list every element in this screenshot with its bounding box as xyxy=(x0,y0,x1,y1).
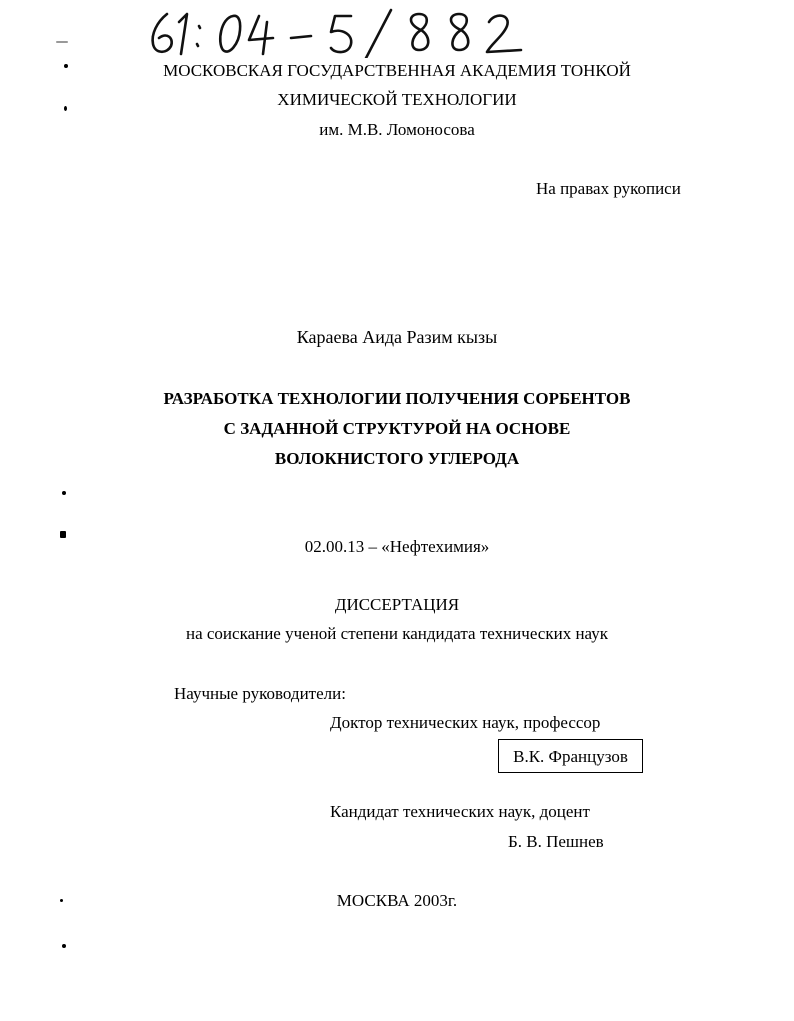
supervisor-2-title: Кандидат технических наук, доцент xyxy=(330,802,590,821)
institution-line-1: МОСКОВСКАЯ ГОСУДАРСТВЕННАЯ АКАДЕМИЯ ТОНКОЙ xyxy=(163,61,631,80)
city-year: МОСКВА 2003г. xyxy=(336,891,458,910)
supervisor-1-name-box xyxy=(498,739,643,773)
handwritten-archive-number xyxy=(145,8,535,58)
supervisor-1-name: В.К. Французов xyxy=(513,747,628,766)
institution-line-2: ХИМИЧЕСКОЙ ТЕХНОЛОГИИ xyxy=(277,90,517,109)
degree-line: на соискание ученой степени кандидата технических наук xyxy=(185,624,608,643)
supervisors-label: Научные руководители: xyxy=(174,684,346,703)
institution-named-after: им. М.В. Ломоносова xyxy=(319,120,475,139)
supervisor-2-name: Б. В. Пешнев xyxy=(508,832,604,851)
author-name: Караева Аида Разим кызы xyxy=(296,327,498,347)
scan-speck xyxy=(62,944,66,948)
specialty-code: 02.00.13 – «Нефтехимия» xyxy=(304,537,490,556)
title-line-1: РАЗРАБОТКА ТЕХНОЛОГИИ ПОЛУЧЕНИЯ СОРБЕНТОВ xyxy=(163,389,631,408)
scan-speck xyxy=(56,41,68,43)
document-type: ДИССЕРТАЦИЯ xyxy=(334,595,460,614)
supervisor-1-title: Доктор технических наук, профессор xyxy=(330,713,601,732)
rights-note: На правах рукописи xyxy=(536,179,681,198)
title-line-3: ВОЛОКНИСТОГО УГЛЕРОДА xyxy=(274,449,520,468)
title-line-2: С ЗАДАННОЙ СТРУКТУРОЙ НА ОСНОВЕ xyxy=(223,419,571,438)
scan-speck xyxy=(62,491,66,495)
